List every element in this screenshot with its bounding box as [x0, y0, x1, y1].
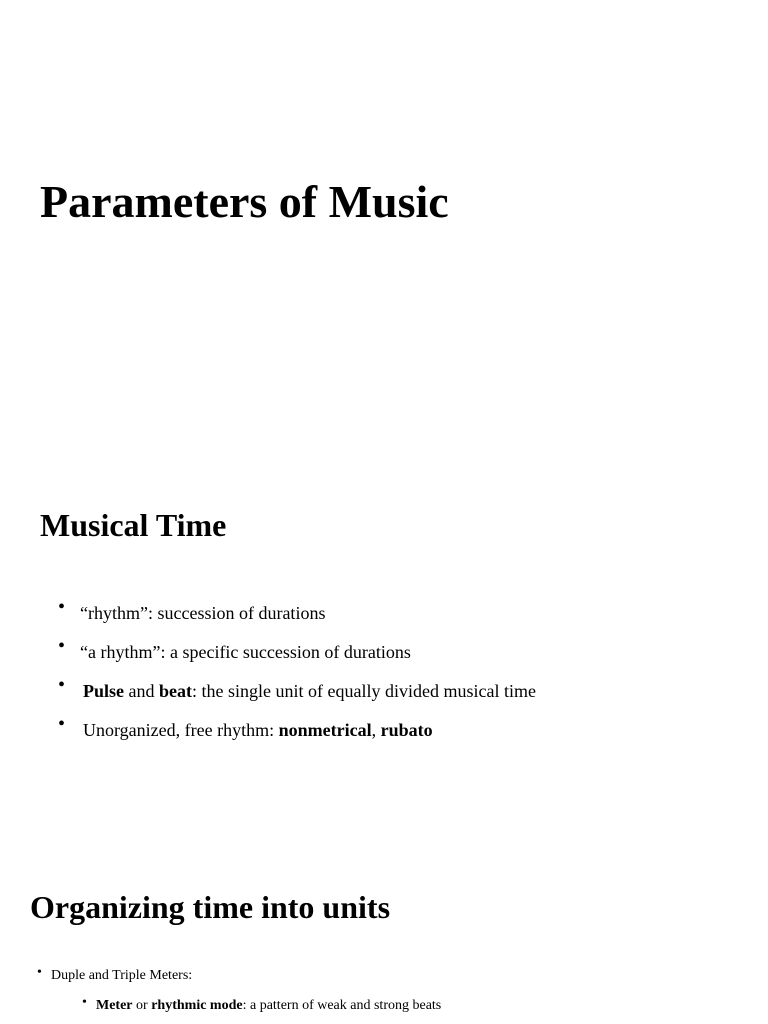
bullet-text	[83, 718, 433, 742]
bullet-text: “rhythm”: succession of durations	[80, 603, 326, 623]
slide-title-musical-time: Musical Time	[40, 507, 227, 543]
term-beat: beat	[159, 681, 193, 701]
bullet-dot-icon: •	[37, 965, 42, 980]
bullet-text-part: and	[124, 681, 160, 701]
bullet-text-part: or	[132, 998, 152, 1013]
term-rubato: rubato	[380, 720, 433, 740]
bullet-dot-icon: •	[58, 596, 66, 618]
bullet-text-part: : a pattern of weak and strong beats	[242, 998, 442, 1013]
bullet-dot-icon: •	[58, 635, 66, 657]
bullet-text: Duple and Triple Meters:	[51, 968, 193, 983]
bullet-text	[96, 996, 441, 1016]
bullet-dot-icon: •	[58, 674, 66, 696]
slide-title-parameters-of-music: Parameters of Music	[40, 176, 449, 227]
bullet-text-part: ,	[371, 720, 381, 740]
term-nonmetrical: nonmetrical	[278, 720, 372, 740]
term-meter: Meter	[96, 998, 133, 1013]
term-rhythmic-mode: rhythmic mode	[151, 998, 243, 1013]
bullet-text-part: Unorganized, free rhythm:	[83, 720, 279, 740]
term-pulse: Pulse	[83, 681, 125, 701]
bullet-dot-icon: •	[58, 713, 66, 735]
bullet-dot-icon: •	[82, 995, 87, 1010]
bullet-text-part: : the single unit of equally divided musical time	[192, 681, 536, 701]
bullet-text	[83, 679, 536, 703]
slide-title-organizing-time: Organizing time into units	[30, 889, 391, 925]
bullet-text: “a rhythm”: a specific succession of durations	[80, 642, 411, 662]
